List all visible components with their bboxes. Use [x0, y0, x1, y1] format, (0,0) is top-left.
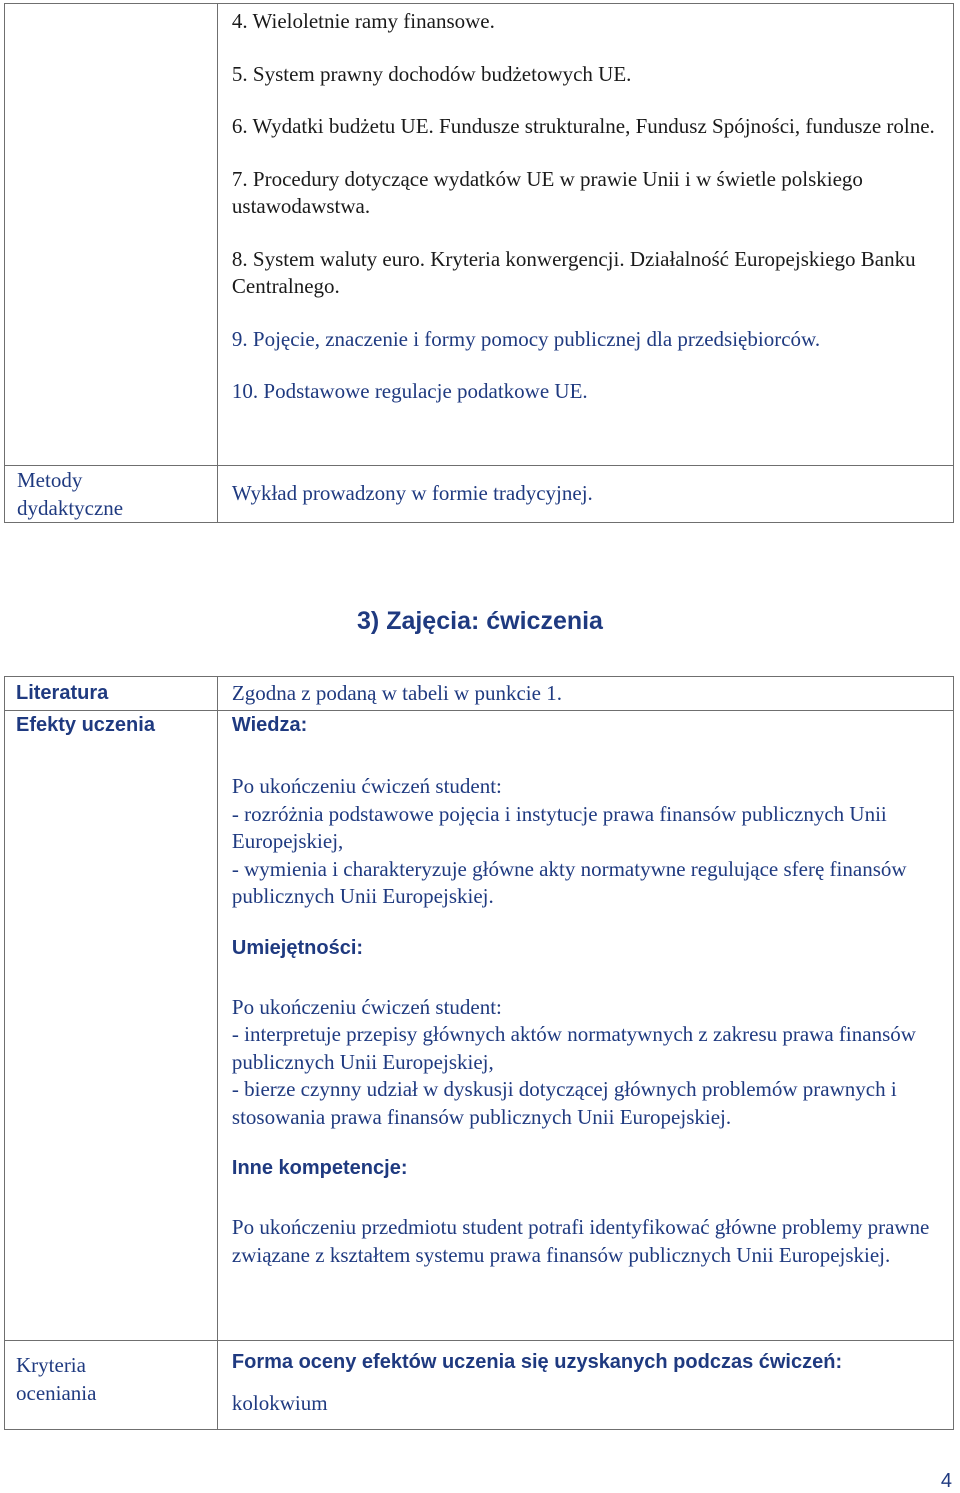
criteria-heading: Forma oceny efektów uczenia się uzyskanych podczas ćwiczeń: — [231, 1351, 843, 1373]
criteria-label-cell — [5, 1341, 218, 1430]
skills-item: - interpretuje przepisy głównych aktów normatywnych z zakresu prawa finansów publicznych Unii Europejskiej, — [231, 1022, 916, 1074]
methods-value: Wykład prowadzony w formie tradycyjnej. — [231, 481, 593, 506]
knowledge-item: - rozróżnia podstawowe pojęcia i instytucje prawa finansów publicznych Unii Europejskiej, — [231, 801, 887, 853]
criteria-value-cell — [217, 1341, 953, 1430]
topic-item: 6. Wydatki budżetu UE. Fundusze strukturalne, Fundusz Spójności, fundusze rolne. — [231, 114, 935, 138]
knowledge-intro: Po ukończeniu ćwiczeń student: — [231, 774, 502, 798]
knowledge-item: - wymienia i charakteryzuje główne akty normatywne regulujące sferę finansów publicznych Unii Europejskiej. — [231, 856, 907, 908]
topic-item: 9. Pojęcie, znaczenie i formy pomocy publicznej dla przedsiębiorców. — [231, 326, 821, 351]
empty-label-cell — [5, 4, 218, 466]
topic-item: 7. Procedury dotyczące wydatków UE w prawie Unii i w świetle polskiego ustawodawstwa. — [231, 166, 863, 218]
section-title: 3) Zajęcia: ćwiczenia — [357, 607, 603, 635]
literature-value: Zgodna z podaną w tabeli w punkcie 1. — [231, 680, 562, 705]
effects-label-cell — [5, 711, 218, 1341]
knowledge-heading: Wiedza: — [231, 714, 308, 736]
effects-content-cell — [217, 711, 953, 1341]
exercises-table — [4, 676, 954, 1430]
literature-label-cell — [5, 677, 218, 711]
competences-heading: Inne kompetencje: — [231, 1157, 408, 1179]
course-content-table — [4, 3, 954, 523]
topic-item: 4. Wieloletnie ramy finansowe. — [231, 9, 495, 33]
effects-label: Efekty uczenia — [16, 714, 155, 736]
literature-label: Literatura — [16, 682, 109, 704]
methods-label: Metody dydaktyczne — [17, 468, 124, 520]
literature-value-cell — [217, 677, 953, 711]
skills-item: - bierze czynny udział w dyskusji dotyczącej głównych problemów prawnych i stosowania prawa finansów publicznych Unii Europejskiej. — [231, 1077, 897, 1129]
methods-value-cell — [217, 466, 953, 523]
topics-cell — [217, 4, 953, 466]
skills-heading: Umiejętności: — [231, 936, 364, 959]
criteria-label: Kryteria oceniania — [16, 1353, 97, 1405]
competences-text: Po ukończeniu przedmiotu student potrafi identyfikować główne problemy prawne związane z kształtem systemu prawa finansów publicznych Unii Europejskiej. — [231, 1215, 930, 1267]
topic-item: 10. Podstawowe regulacje podatkowe UE. — [231, 379, 588, 403]
topic-item: 8. System waluty euro. Kryteria konwergencji. Działalność Europejskiego Banku Centralnego. — [231, 246, 916, 298]
criteria-value: kolokwium — [231, 1391, 328, 1415]
page-number: 4 — [940, 1470, 952, 1492]
topic-item: 5. System prawny dochodów budżetowych UE. — [231, 61, 632, 86]
methods-label-cell — [5, 466, 218, 523]
skills-intro: Po ukończeniu ćwiczeń student: — [231, 994, 502, 1019]
